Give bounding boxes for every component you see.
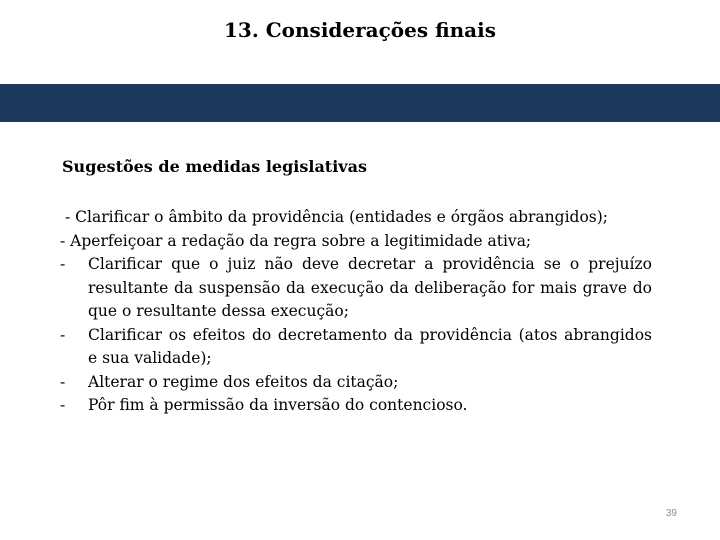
header-band xyxy=(0,84,720,122)
list-item: - Aperfeiçoar a redação da regra sobre a legitimidade ativa; xyxy=(60,231,532,250)
bullet-marker: - xyxy=(60,396,66,414)
bullet-item xyxy=(60,371,652,395)
bullet-marker: - xyxy=(60,325,66,344)
list-item: - Clarificar o âmbito da providência (entidades e órgãos abrangidos); xyxy=(65,208,608,226)
bullet-marker: - xyxy=(60,255,66,273)
page-number: 39 xyxy=(665,508,677,519)
bullet-item xyxy=(60,324,652,371)
bullet-item xyxy=(60,253,652,324)
slide-title: 13. Considerações finais xyxy=(224,18,496,42)
section-subheading: Sugestões de medidas legislativas xyxy=(62,157,367,176)
bullet-text: Pôr fim à permissão da inversão do contencioso. xyxy=(88,396,468,414)
bullet-text: Clarificar que o juiz não deve decretar a providência se o prejuízo resultante da suspensão da execução da deliberação for mais grave do que o resultante dessa execução; xyxy=(88,255,652,320)
bullet-text: Clarificar os efeitos do decretamento da providência (atos abrangidos e sua validade); xyxy=(88,325,652,367)
bullet-item xyxy=(60,394,652,418)
bullet-marker: - xyxy=(60,372,66,391)
content-body xyxy=(60,206,652,418)
bullet-text: Alterar o regime dos efeitos da citação; xyxy=(88,372,399,391)
